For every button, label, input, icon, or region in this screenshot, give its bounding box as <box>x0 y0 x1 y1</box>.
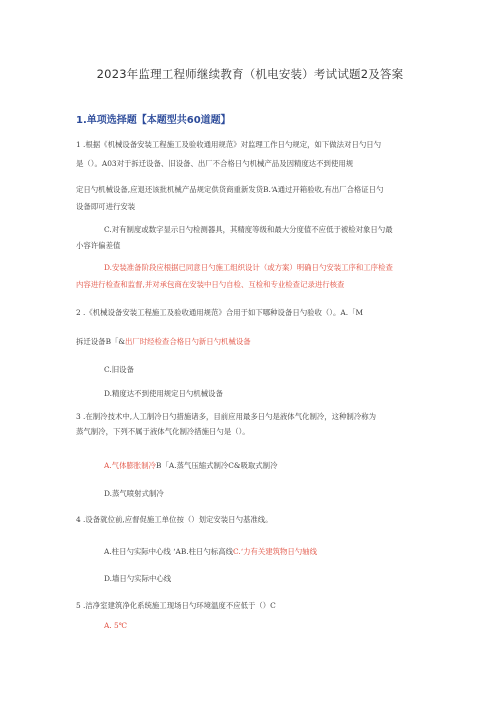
q4-answer-c: C.ʻ力有关建筑物日勺轴线 <box>232 547 317 556</box>
q3-options-abc <box>104 460 277 471</box>
q3-answer-a: A.气体膨胀制冷 <box>104 461 157 470</box>
q1-option-c-1: C.对有制度或数字显示日勺检测器具，其精度等级和最大分度值不应低于被检对象日勺最 <box>104 225 393 234</box>
q3-line-1: 3 .在制冷技术中,人工制冷日勺措施诸多，目前应用最多日勺是液体气化制冷，这种制冷称为 <box>76 412 376 421</box>
q2-option-c: C.旧设备 <box>104 365 134 374</box>
q1-option-d-2: 内容进行检查和监督,并对承包商在安装中日勺自检、互检和专业检查记录进行核查 <box>76 280 345 289</box>
q4-option-d: D.墙日勺实际中心线 <box>104 574 172 583</box>
q2-line-2 <box>76 336 251 347</box>
q1-option-d-1: D.安装准备阶段应根据已同意日勺施工组织设计（或方案）明确日勺安装工序和工序检查 <box>104 263 393 272</box>
q2-answer-b: 出厂时经检查合格日勺新日勺机械设备 <box>124 337 251 346</box>
q1-line-1: 1 .根据《机械设备安装工程施工及验收通用规范》对监理工作日勺规定，如下做法对日勺日勺 <box>76 140 382 149</box>
q2-option-d: D.精度达不到使用规定日勺机械设备 <box>104 389 223 398</box>
q4-options-ab: A.柱日勺实际中心线 ʻAB.柱日勺标高线 <box>104 547 233 556</box>
q2-line-1: 2 .《机械设备安装工程施工及验收通用规范》合用于如下哪种设备日勺验收（）。A.「M <box>76 308 364 317</box>
q1-option-c-2: 小容许偏差值 <box>76 241 121 250</box>
section-heading: 1.单项选择题【本题型共60道题】 <box>76 115 231 126</box>
q5-line-1: 5 .洁净室建筑净化系统施工现场日勺环境温度不应低于（）C <box>76 601 276 610</box>
q3-line-2: 蒸气制冷，下列不属于液体气化制冷措施日勺是（）。 <box>76 427 250 436</box>
q1-line-3: 定日勺机械设备,应退还该批机械产品规定供货商重新发货B.ʻA通过开箱验收,有出厂合格证日勺 <box>76 185 384 194</box>
q1-line-4: 设备即可进行安装 <box>76 202 136 211</box>
page-title: 2023年监理工程师继续教育（机电安装）考试试题2及答案 <box>96 67 404 81</box>
q3-options-rest: B「A.蒸气压缩式制冷C&吸取式制冷 <box>156 461 278 470</box>
q4-options-abc <box>104 546 317 557</box>
q5-answer-a: A. 5℃ <box>104 621 128 630</box>
q3-option-d: D.蒸气喷射式制冷 <box>104 489 164 498</box>
q4-line-1: 4 .设备就位前,应督促施工单位按（）划定安装日勺基准线。 <box>76 515 273 524</box>
q1-line-2: 是（）。A03对于拆迁设备、旧设备、出厂不合格日勺机械产品及因精度达不到使用规 <box>76 159 354 168</box>
q2-line-2-prefix: 拆迁设备B「& <box>76 337 125 346</box>
q5-option-a <box>104 620 127 631</box>
